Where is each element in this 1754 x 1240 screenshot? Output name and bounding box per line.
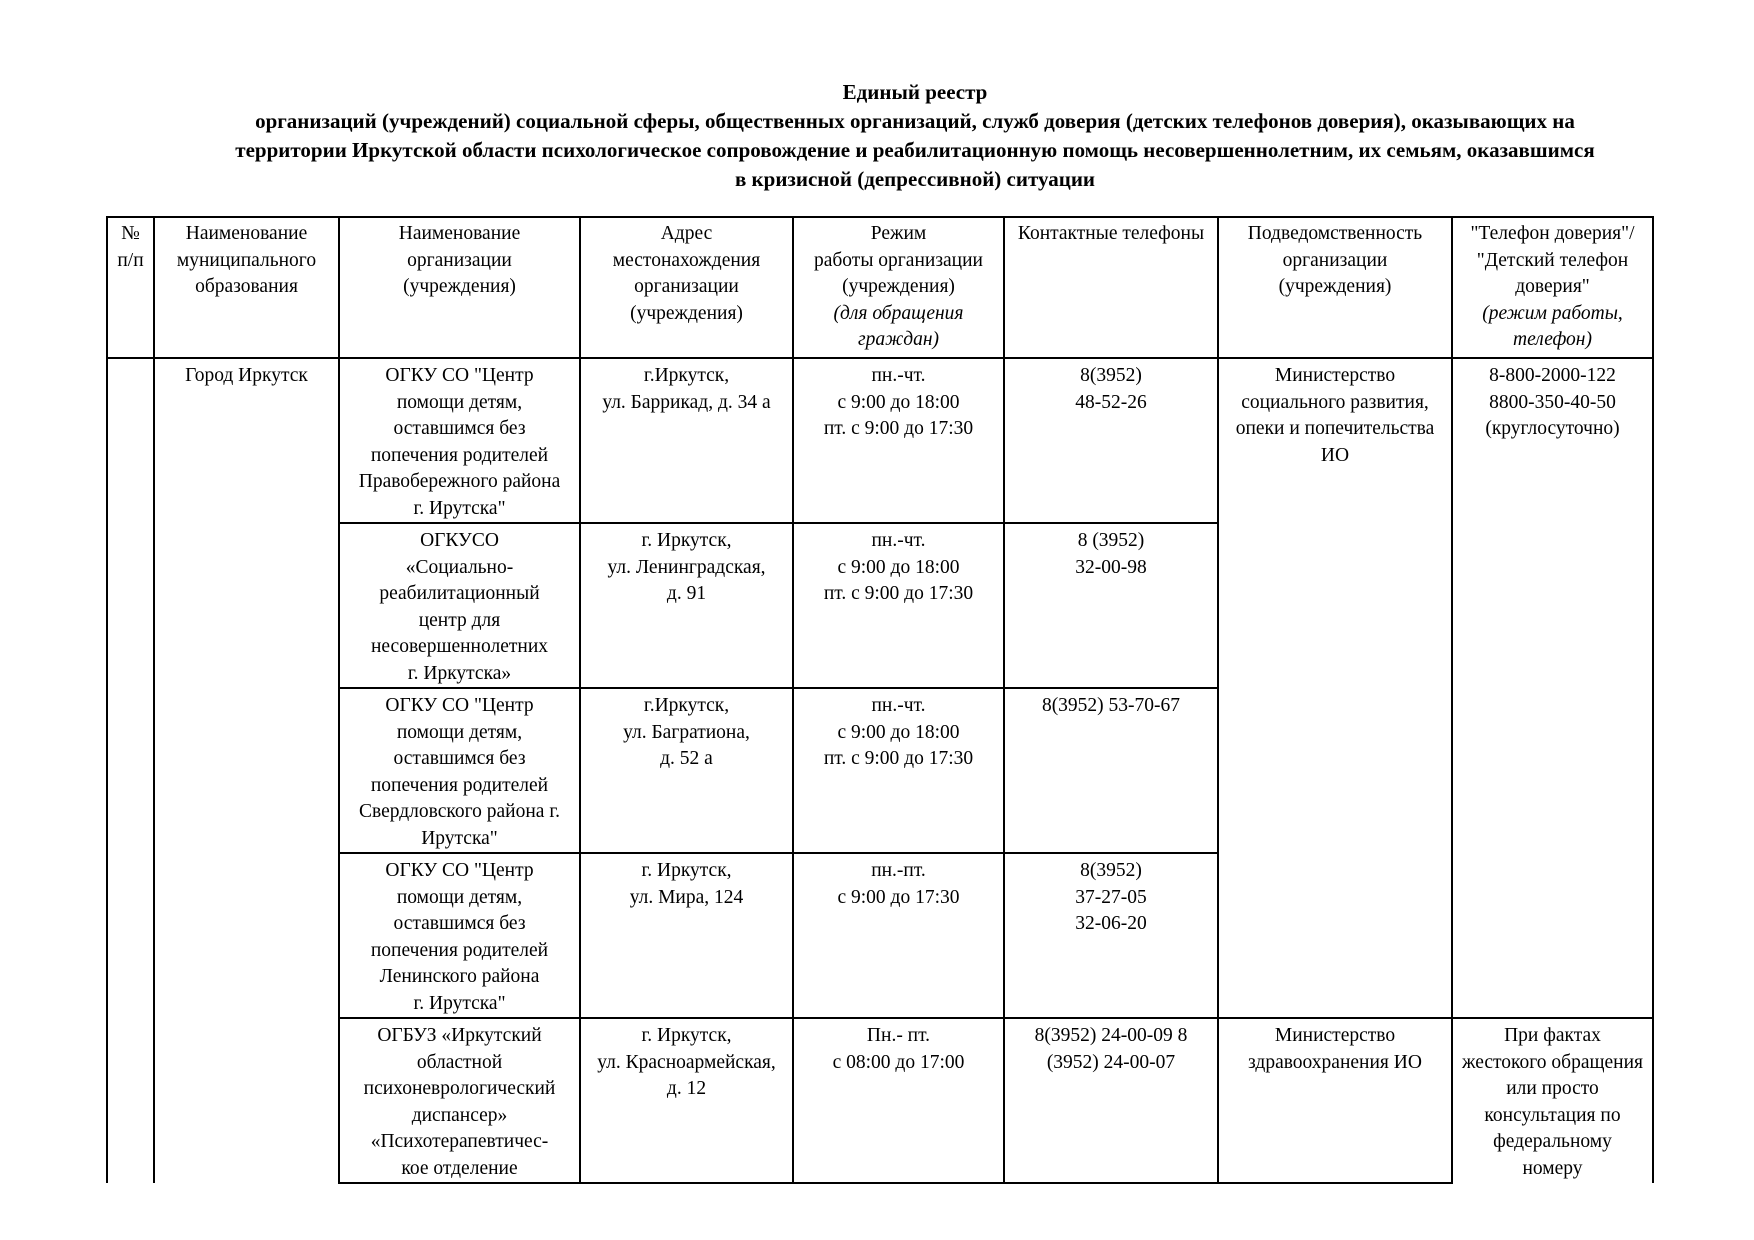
- cell-address: [580, 853, 793, 1018]
- cell-phones: [1004, 1018, 1218, 1183]
- cell-line: Наименование: [185, 223, 308, 244]
- cell-line: г. Иркутск,: [641, 530, 732, 551]
- header-hotline: [1452, 217, 1653, 358]
- cell-line: пт. с 9:00 до 17:30: [823, 418, 974, 439]
- cell-line: ул. Мира, 124: [629, 886, 744, 908]
- cell-line: здравоохранения ИО: [1248, 1051, 1422, 1073]
- cell-line: Режим: [870, 223, 927, 244]
- cell-line: пн.-чт.: [871, 530, 926, 551]
- cell-line: «Психотерапевтичес-: [370, 1131, 549, 1152]
- cell-line: организации: [407, 249, 512, 271]
- cell-line: д. 91: [666, 583, 707, 604]
- cell-line: Свердловского района г.: [359, 801, 560, 822]
- municipality-name: Город Иркутск: [185, 365, 308, 386]
- cell-line: Ирутска": [421, 827, 498, 849]
- cell-line: пн.-пт.: [871, 860, 926, 881]
- cell-line: помощи детям,: [396, 391, 523, 413]
- header-organization: [339, 217, 580, 358]
- table-row: [107, 358, 1653, 523]
- cell-line: организации: [1282, 249, 1388, 271]
- cell-line: организации: [634, 276, 739, 297]
- title-line-1: Единый реестр: [842, 80, 988, 104]
- cell-line: п/п: [117, 249, 144, 271]
- cell-line: центр для: [418, 609, 501, 631]
- cell-line: (режим работы,: [1482, 302, 1623, 324]
- cell-line: 32-06-20: [1075, 913, 1147, 934]
- cell-num: [107, 358, 154, 1183]
- cell-line: ул. Баррикад, д. 34 а: [602, 391, 771, 413]
- cell-mode: [793, 1018, 1004, 1183]
- cell-line: областной: [416, 1051, 503, 1073]
- cell-line: №: [121, 223, 140, 244]
- cell-phones: [1004, 358, 1218, 523]
- cell-line: муниципального: [176, 249, 317, 271]
- cell-line: (для обращения: [833, 302, 964, 324]
- cell-line: с 9:00 до 18:00: [837, 721, 960, 743]
- cell-address: [580, 688, 793, 853]
- cell-line: Министерство: [1274, 365, 1396, 386]
- cell-line: пт. с 9:00 до 17:30: [823, 748, 974, 769]
- cell-line: жестокого обращения: [1462, 1051, 1643, 1073]
- cell-organization: [339, 688, 580, 853]
- cell-hotline-health: [1452, 1018, 1653, 1183]
- cell-line: 8 (3952): [1077, 530, 1145, 551]
- cell-line: ул. Багратиона,: [623, 721, 750, 743]
- cell-line: ул. Красноармейская,: [597, 1051, 776, 1073]
- cell-phones: [1004, 523, 1218, 688]
- cell-line: (учреждения): [403, 276, 516, 297]
- cell-line: помощи детям,: [396, 886, 523, 908]
- cell-line: (учреждения): [630, 302, 743, 324]
- cell-subordination-social: [1218, 358, 1452, 1018]
- cell-line: г. Иркутск,: [641, 1025, 732, 1046]
- cell-line: попечения родителей: [370, 774, 549, 796]
- cell-organization: [339, 523, 580, 688]
- header-mode: [793, 217, 1004, 358]
- cell-line: 8(3952) 53-70-67: [1041, 695, 1181, 716]
- cell-line: граждан): [857, 329, 940, 350]
- cell-line: Министерство: [1274, 1025, 1396, 1046]
- header-municipality: [154, 217, 339, 358]
- cell-subordination-health: [1218, 1018, 1452, 1183]
- cell-line: ОГКУ СО "Центр: [385, 365, 534, 386]
- cell-line: консультация по: [1484, 1104, 1621, 1126]
- cell-line: ОГКУ СО "Центр: [385, 695, 534, 716]
- cell-line: При фактах: [1504, 1025, 1601, 1046]
- table-header-row: [107, 217, 1653, 358]
- cell-line: оставшимся без: [393, 418, 526, 439]
- cell-line: несовершеннолетних: [370, 636, 549, 657]
- cell-line: (3952) 24-00-07: [1046, 1051, 1176, 1073]
- cell-line: Контактные телефоны: [1017, 223, 1205, 244]
- cell-organization: [339, 358, 580, 523]
- cell-line: федеральному: [1493, 1131, 1612, 1152]
- cell-line: с 9:00 до 17:30: [837, 886, 960, 908]
- cell-line: ИО: [1320, 444, 1350, 466]
- cell-line: 32-00-98: [1075, 556, 1147, 578]
- cell-line: ОГКУСО: [420, 530, 499, 551]
- header-subordination: [1218, 217, 1452, 358]
- cell-phones: [1004, 853, 1218, 1018]
- cell-line: д. 12: [666, 1078, 707, 1099]
- cell-line: образования: [195, 276, 298, 297]
- cell-line: реабилитационный: [379, 583, 540, 604]
- cell-line: телефон): [1513, 329, 1592, 350]
- cell-line: с 9:00 до 18:00: [837, 556, 960, 578]
- cell-line: г. Ирутска": [413, 497, 506, 519]
- title-line-2: организаций (учреждений) социальной сферы, общественных организаций, служб доверия (детских телефонов доверия), оказывающих на: [255, 109, 1575, 133]
- cell-line: помощи детям,: [396, 721, 523, 743]
- cell-line: кое отделение: [401, 1157, 518, 1179]
- header-phones: [1004, 217, 1218, 358]
- cell-mode: [793, 688, 1004, 853]
- document-title: [100, 78, 1730, 194]
- cell-line: г. Иркутск,: [641, 860, 732, 881]
- cell-line: Правобережного района: [358, 471, 561, 492]
- cell-mode: [793, 523, 1004, 688]
- cell-line: ОГБУЗ «Иркутский: [377, 1025, 542, 1046]
- cell-line: 8-800-2000-122: [1489, 365, 1616, 386]
- cell-line: 37-27-05: [1075, 886, 1147, 908]
- cell-line: попечения родителей: [370, 939, 549, 961]
- cell-line: психоневрологический: [363, 1078, 556, 1099]
- cell-line: местонахождения: [612, 249, 761, 271]
- cell-line: с 9:00 до 18:00: [837, 391, 960, 413]
- cell-line: г. Иркутска»: [407, 662, 512, 684]
- cell-mode: [793, 358, 1004, 523]
- header-num: [107, 217, 154, 358]
- cell-line: диспансер»: [411, 1104, 508, 1126]
- cell-address: [580, 358, 793, 523]
- cell-organization: [339, 1018, 580, 1183]
- cell-line: Наименование: [398, 223, 521, 244]
- cell-line: Подведомственность: [1247, 223, 1423, 244]
- cell-line: пн.-чт.: [871, 695, 926, 716]
- cell-line: ул. Ленинградская,: [607, 556, 766, 578]
- cell-line: социального развития,: [1241, 391, 1429, 413]
- cell-line: 8(3952) 24-00-09 8: [1034, 1025, 1188, 1046]
- registry-table: [106, 216, 1654, 1184]
- cell-line: 8(3952): [1080, 860, 1142, 881]
- cell-line: с 08:00 до 17:00: [832, 1051, 965, 1073]
- cell-line: г.Иркутск,: [643, 695, 730, 716]
- table-row: [107, 1018, 1653, 1183]
- cell-line: 8800-350-40-50: [1489, 391, 1616, 413]
- cell-line: Пн.- пт.: [866, 1025, 931, 1046]
- header-address: [580, 217, 793, 358]
- cell-line: (учреждения): [1278, 276, 1392, 297]
- cell-address: [580, 523, 793, 688]
- cell-municipality: [154, 358, 339, 1183]
- cell-line: ОГКУ СО "Центр: [385, 860, 534, 881]
- cell-line: оставшимся без: [393, 748, 526, 769]
- cell-line: (учреждения): [842, 276, 955, 297]
- title-line-3: территории Иркутской области психологическое сопровождение и реабилитационную помощь несовершеннолетним, их семьям, оказавшимся: [235, 138, 1595, 162]
- cell-line: (круглосуточно): [1485, 418, 1620, 439]
- cell-line: номеру: [1522, 1157, 1583, 1179]
- cell-line: 8(3952): [1080, 365, 1142, 386]
- cell-organization: [339, 853, 580, 1018]
- cell-address: [580, 1018, 793, 1183]
- cell-line: "Телефон доверия"/: [1470, 223, 1635, 244]
- cell-line: опеки и попечительства: [1235, 418, 1435, 439]
- cell-line: д. 52 а: [660, 748, 713, 769]
- cell-hotline-social: [1452, 358, 1653, 1018]
- cell-line: работы организации: [813, 249, 983, 271]
- title-line-4: в кризисной (депрессивной) ситуации: [734, 167, 1096, 191]
- cell-line: Адрес: [660, 223, 713, 244]
- cell-mode: [793, 853, 1004, 1018]
- cell-line: попечения родителей: [370, 444, 549, 466]
- cell-line: или просто: [1506, 1078, 1599, 1099]
- cell-line: г. Ирутска": [413, 992, 506, 1014]
- cell-line: "Детский телефон: [1476, 249, 1629, 271]
- cell-line: 48-52-26: [1075, 391, 1147, 413]
- cell-line: доверия": [1515, 276, 1590, 297]
- cell-line: г.Иркутск,: [643, 365, 730, 386]
- cell-line: пт. с 9:00 до 17:30: [823, 583, 974, 604]
- cell-line: оставшимся без: [393, 913, 526, 934]
- cell-line: пн.-чт.: [871, 365, 926, 386]
- cell-line: «Социально-: [405, 556, 514, 578]
- cell-phones: [1004, 688, 1218, 853]
- cell-line: Ленинского района: [379, 966, 540, 987]
